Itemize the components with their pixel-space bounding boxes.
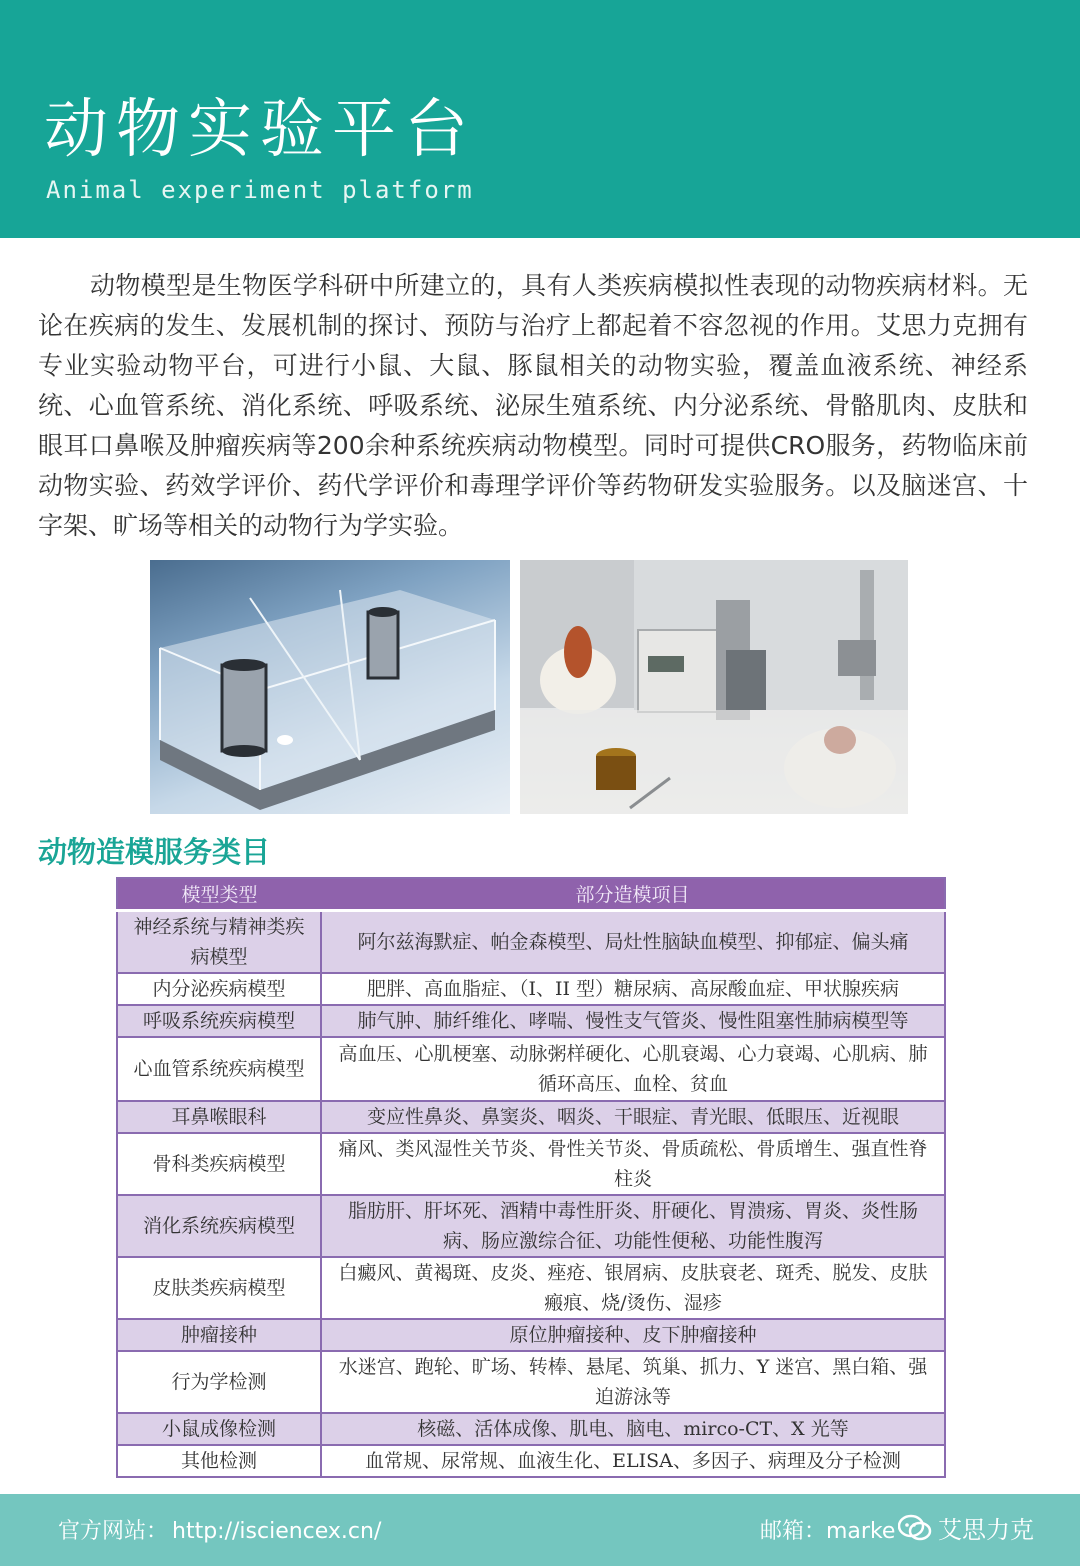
model-items-cell: 原位肿瘤接种、皮下肿瘤接种	[321, 1319, 945, 1351]
model-type-cell: 内分泌疾病模型	[117, 973, 321, 1005]
model-type-cell: 心血管系统疾病模型	[117, 1037, 321, 1101]
model-type-cell: 神经系统与精神类疾病模型	[117, 910, 321, 973]
website-label: 官方网站：	[58, 1519, 169, 1544]
table-row	[117, 1257, 945, 1319]
model-type-cell: 耳鼻喉眼科	[117, 1101, 321, 1133]
model-items-cell: 血常规、尿常规、血液生化、ELISA、多因子、病理及分子检测	[321, 1445, 945, 1477]
intro-paragraph: 动物模型是生物医学科研中所建立的，具有人类疾病模拟性表现的动物疾病材料。无论在疾病的发生、发展机制的探讨、预防与治疗上都起着不容忽视的作用。艾思力克拥有专业实验动物平台，可进行小鼠、大鼠、豚鼠相关的动物实验，覆盖血液系统、神经系统、心血管系统、消化系统、呼吸系统、泌尿生殖系统、内分泌系统、骨骼肌肉、皮肤和眼耳口鼻喉及肿瘤疾病等200余种系统疾病动物模型。同时可提供CRO服务，药物临床前动物实验、药效学评价、药代学评价和毒理学评价等药物研发实验服务。以及脑迷宫、十字架、旷场等相关的动物行为学实验。	[38, 271, 1028, 540]
model-items-cell: 核磁、活体成像、肌电、脑电、mirco-CT、X 光等	[321, 1413, 945, 1445]
page-subtitle: Animal experiment platform	[46, 176, 474, 204]
email-info: 邮箱：marke	[760, 1519, 896, 1544]
table-row	[117, 973, 945, 1005]
page-title: 动物实验平台	[44, 93, 476, 167]
model-type-cell: 其他检测	[117, 1445, 321, 1477]
model-items-cell: 高血压、心肌梗塞、动脉粥样硬化、心肌衰竭、心力衰竭、心肌病、肺循环高压、血栓、贫血	[321, 1037, 945, 1101]
model-type-cell: 肿瘤接种	[117, 1319, 321, 1351]
model-items-cell: 水迷宫、跑轮、旷场、转棒、悬尾、筑巢、抓力、Y 迷宫、黑白箱、强迫游泳等	[321, 1351, 945, 1413]
table-row	[117, 1319, 945, 1351]
service-table	[116, 877, 946, 1478]
model-type-cell: 呼吸系统疾病模型	[117, 1005, 321, 1037]
section-title: 动物造模服务类目	[38, 835, 271, 869]
model-items-cell: 变应性鼻炎、鼻窦炎、咽炎、干眼症、青光眼、低眼压、近视眼	[321, 1101, 945, 1133]
model-type-cell: 骨科类疾病模型	[117, 1133, 321, 1195]
table-row	[117, 1037, 945, 1101]
model-type-cell: 小鼠成像检测	[117, 1413, 321, 1445]
table-row	[117, 1445, 945, 1477]
table-header-row	[117, 878, 945, 910]
wechat-watermark	[898, 1510, 1034, 1545]
table-row	[117, 1351, 945, 1413]
column-header-model-items: 部分造模项目	[321, 878, 945, 910]
table-row	[117, 1005, 945, 1037]
service-table-container	[116, 877, 946, 1478]
model-items-cell: 肺气肿、肺纤维化、哮喘、慢性支气管炎、慢性阻塞性肺病模型等	[321, 1005, 945, 1037]
page-header	[0, 0, 1080, 238]
column-header-model-type: 模型类型	[117, 878, 321, 910]
table-row	[117, 1195, 945, 1257]
model-type-cell: 皮肤类疾病模型	[117, 1257, 321, 1319]
wechat-account-name: 艾思力克	[938, 1516, 1034, 1544]
table-row	[117, 1133, 945, 1195]
model-type-cell: 行为学检测	[117, 1351, 321, 1413]
page-footer	[0, 1494, 1080, 1566]
website-info	[58, 1514, 381, 1545]
model-items-cell: 肥胖、高血脂症、（I、II 型）糖尿病、高尿酸血症、甲状腺疾病	[321, 973, 945, 1005]
website-link[interactable]: http://isciencex.cn/	[172, 1519, 382, 1544]
model-items-cell: 白癜风、黄褐斑、皮炎、痤疮、银屑病、皮肤衰老、斑秃、脱发、皮肤瘢痕、烧/烫伤、湿疹	[321, 1257, 945, 1319]
model-items-cell: 阿尔兹海默症、帕金森模型、局灶性脑缺血模型、抑郁症、偏头痛	[321, 910, 945, 973]
table-row	[117, 1413, 945, 1445]
wechat-icon	[898, 1514, 932, 1542]
stereotaxic-lab-illustration	[520, 560, 908, 814]
model-items-cell: 脂肪肝、肝坏死、酒精中毒性肝炎、肝硬化、胃溃疡、胃炎、炎性肠病、肠应激综合征、功能性便秘、功能性腹泻	[321, 1195, 945, 1257]
maze-apparatus-photo	[150, 560, 510, 814]
model-items-cell: 痛风、类风湿性关节炎、骨性关节炎、骨质疏松、骨质增生、强直性脊柱炎	[321, 1133, 945, 1195]
stereotaxic-lab-photo	[520, 560, 908, 814]
model-type-cell: 消化系统疾病模型	[117, 1195, 321, 1257]
maze-apparatus-illustration	[150, 560, 510, 814]
table-row	[117, 910, 945, 973]
table-row	[117, 1101, 945, 1133]
